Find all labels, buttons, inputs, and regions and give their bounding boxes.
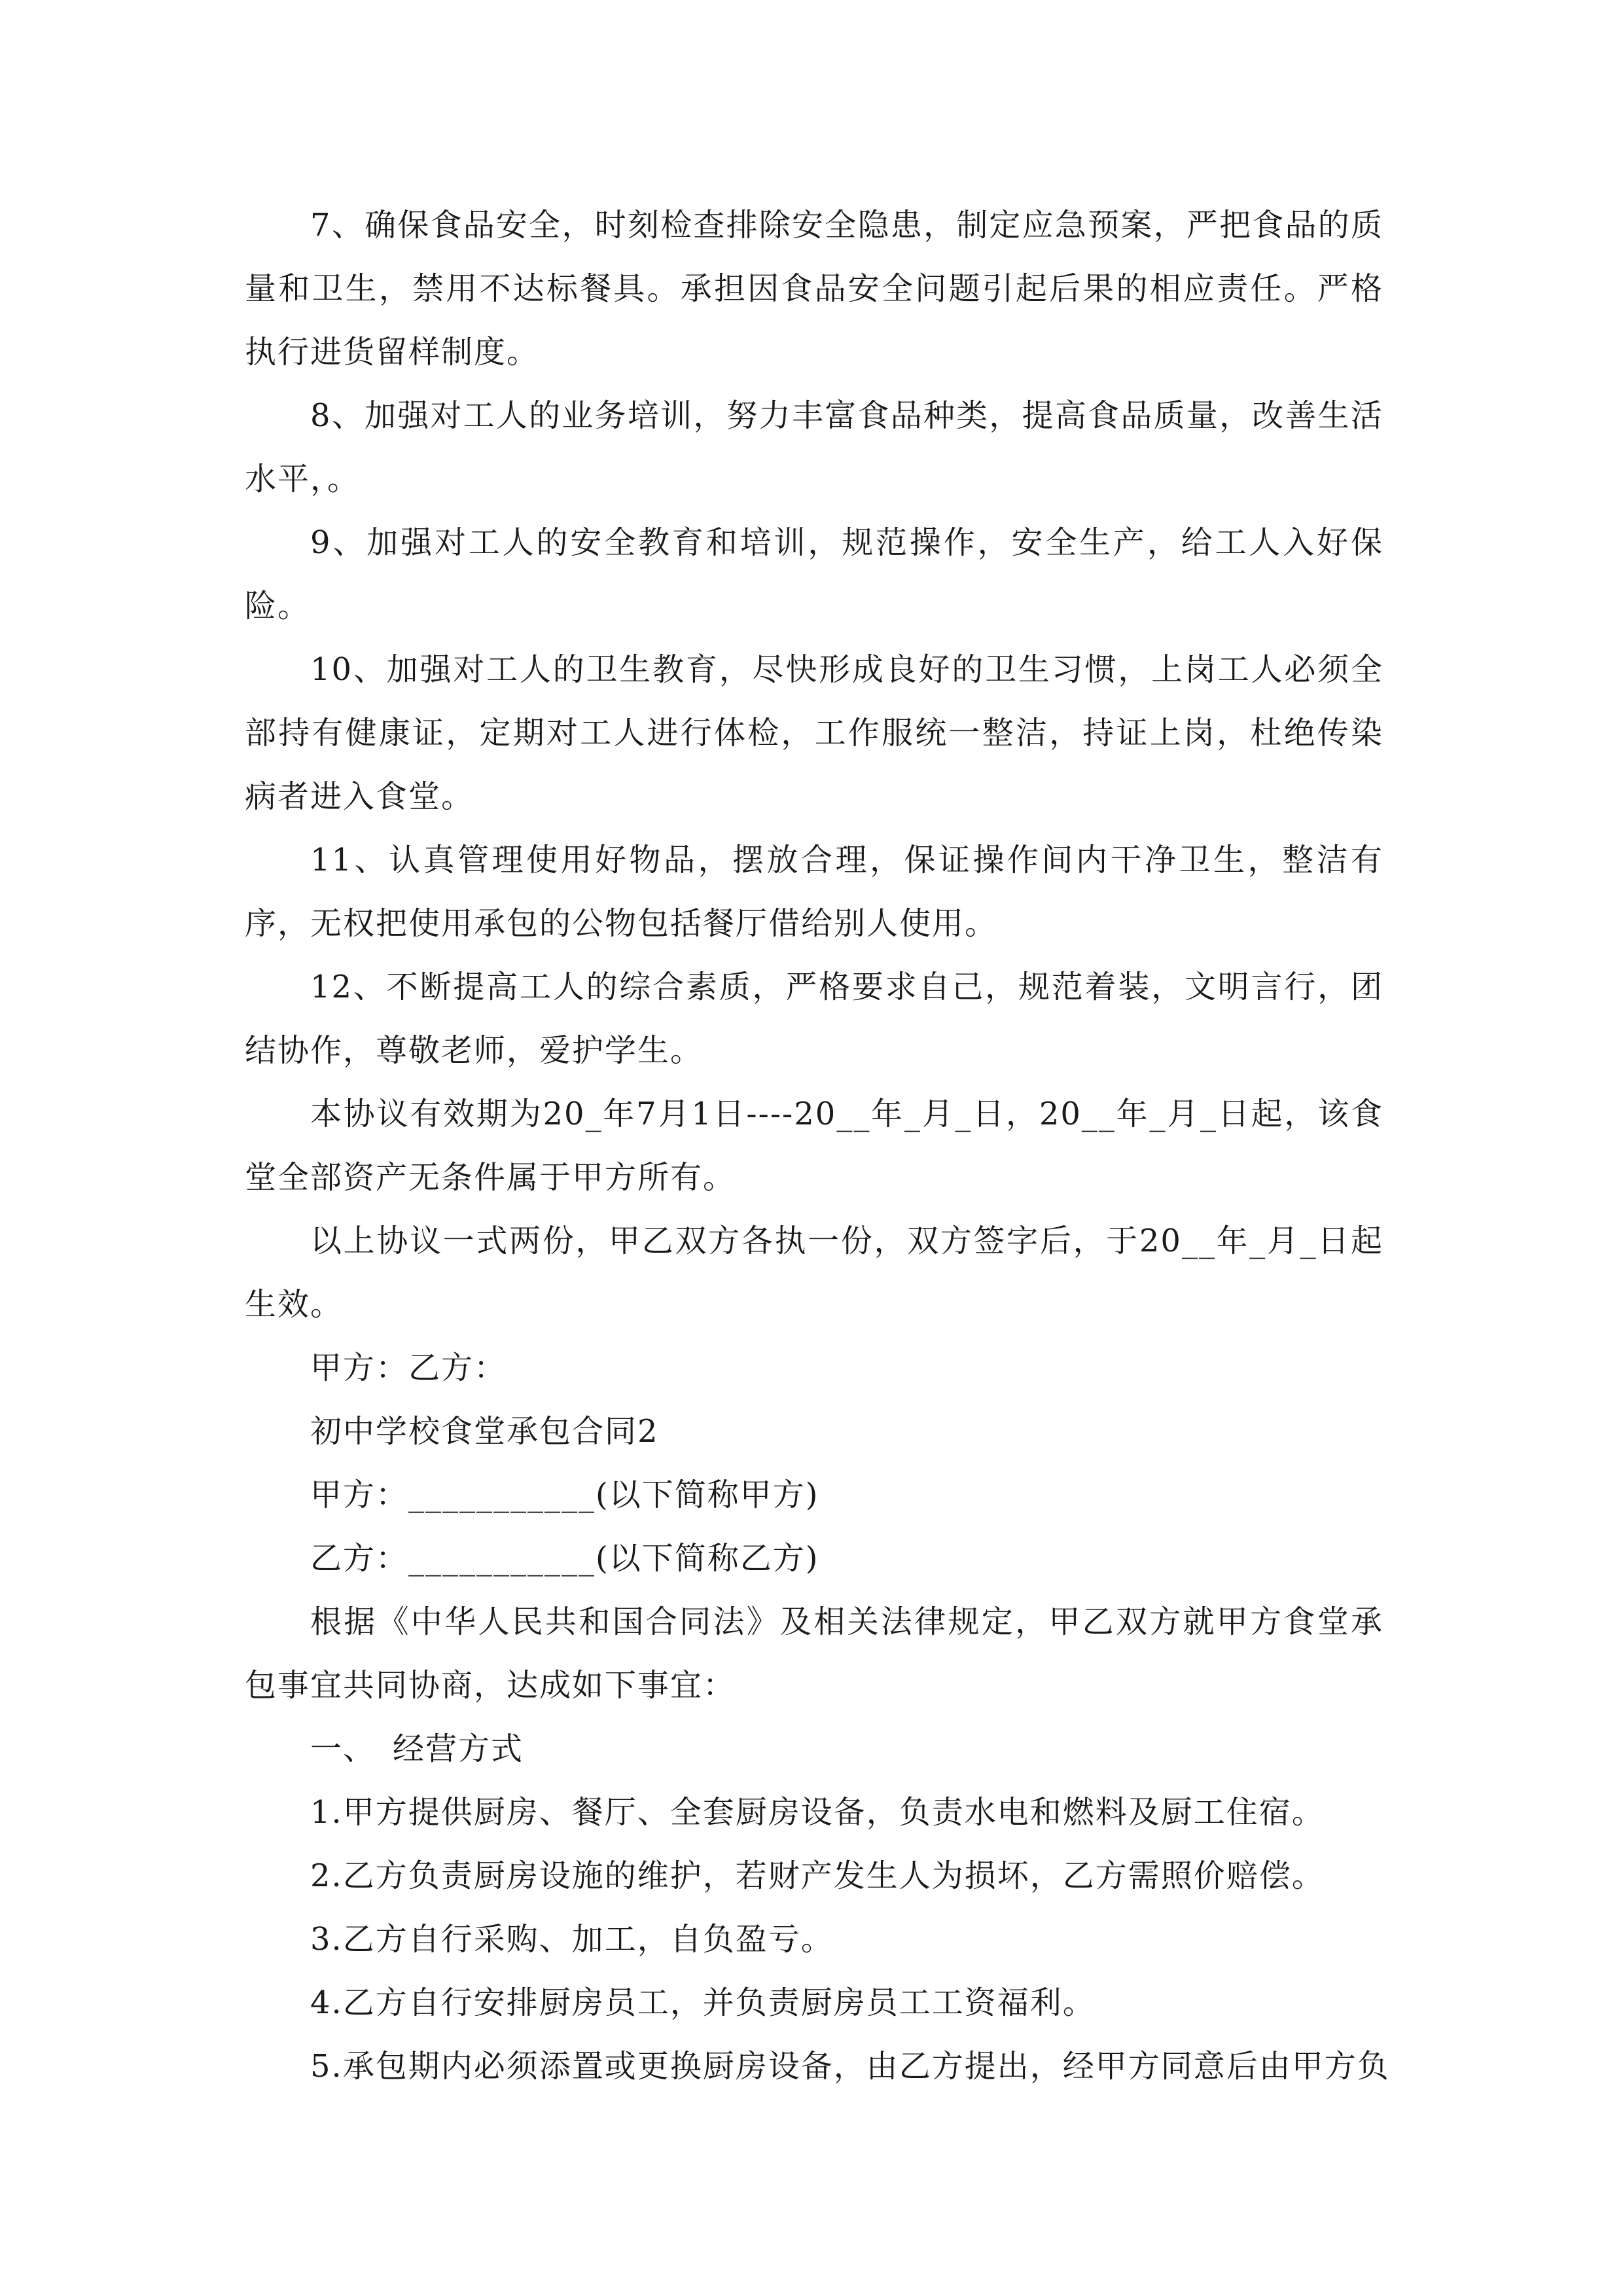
list-item: 3.乙方自行采购、加工，自负盈亏。 [310,1921,834,1958]
clause-8: 8、加强对工人的业务培训，努力丰富食品种类，提高食品质量，改善生活水平，。 [245,397,1383,497]
list-item: 4.乙方自行安排厨房员工，并负责厨房员工工资福利。 [310,1984,1096,2021]
section-heading: 一、 经营方式 [310,1731,524,1767]
preamble: 根据《中华人民共和国合同法》及相关法律规定，甲乙双方就甲方食堂承包事宜共同协商，达成如下事宜： [245,1604,1383,1704]
contract-2-title: 初中学校食堂承包合同2 [310,1413,659,1450]
copies-clause: 以上协议一式两份，甲乙双方各执一份，双方签字后，于20__年_月_日起生效。 [245,1223,1383,1323]
document-body [245,194,1390,2098]
signature-line: 甲方：乙方： [310,1350,507,1386]
party-a-line: 甲方：___________(以下简称甲方) [310,1477,819,1513]
clause-10: 10、加强对工人的卫生教育，尽快形成良好的卫生习惯，上岗工人必须全部持有健康证，定期对工人进行体检，工作服统一整洁，持证上岗，杜绝传染病者进入食堂。 [245,651,1383,815]
list-item: 2.乙方负责厨房设施的维护，若财产发生人为损坏，乙方需照价赔偿。 [310,1857,1325,1894]
validity-clause: 本协议有效期为20_年7月1日----20__年_月_日，20__年_月_日起，该食堂全部资产无条件属于甲方所有。 [245,1096,1383,1196]
clause-9: 9、加强对工人的安全教育和培训，规范操作，安全生产，给工人入好保险。 [245,524,1383,624]
party-b-line: 乙方：___________(以下简称乙方) [310,1540,819,1577]
clause-7: 7、确保食品安全，时刻检查排除安全隐患，制定应急预案，严把食品的质量和卫生，禁用不达标餐具。承担因食品安全问题引起后果的相应责任。严格执行进货留样制度。 [245,207,1383,370]
clause-12: 12、不断提高工人的综合素质，严格要求自己，规范着装，文明言行，团结协作，尊敬老师，爱护学生。 [245,969,1383,1069]
clause-11: 11、认真管理使用好物品，摆放合理，保证操作间内干净卫生，整洁有序，无权把使用承包的公物包括餐厅借给别人使用。 [245,842,1383,942]
list-item: 1.甲方提供厨房、餐厅、全套厨房设备，负责水电和燃料及厨工住宿。 [310,1794,1325,1831]
list-item: 5.承包期内必须添置或更换厨房设备，由乙方提出，经甲方同意后由甲方负 [310,2048,1390,2085]
